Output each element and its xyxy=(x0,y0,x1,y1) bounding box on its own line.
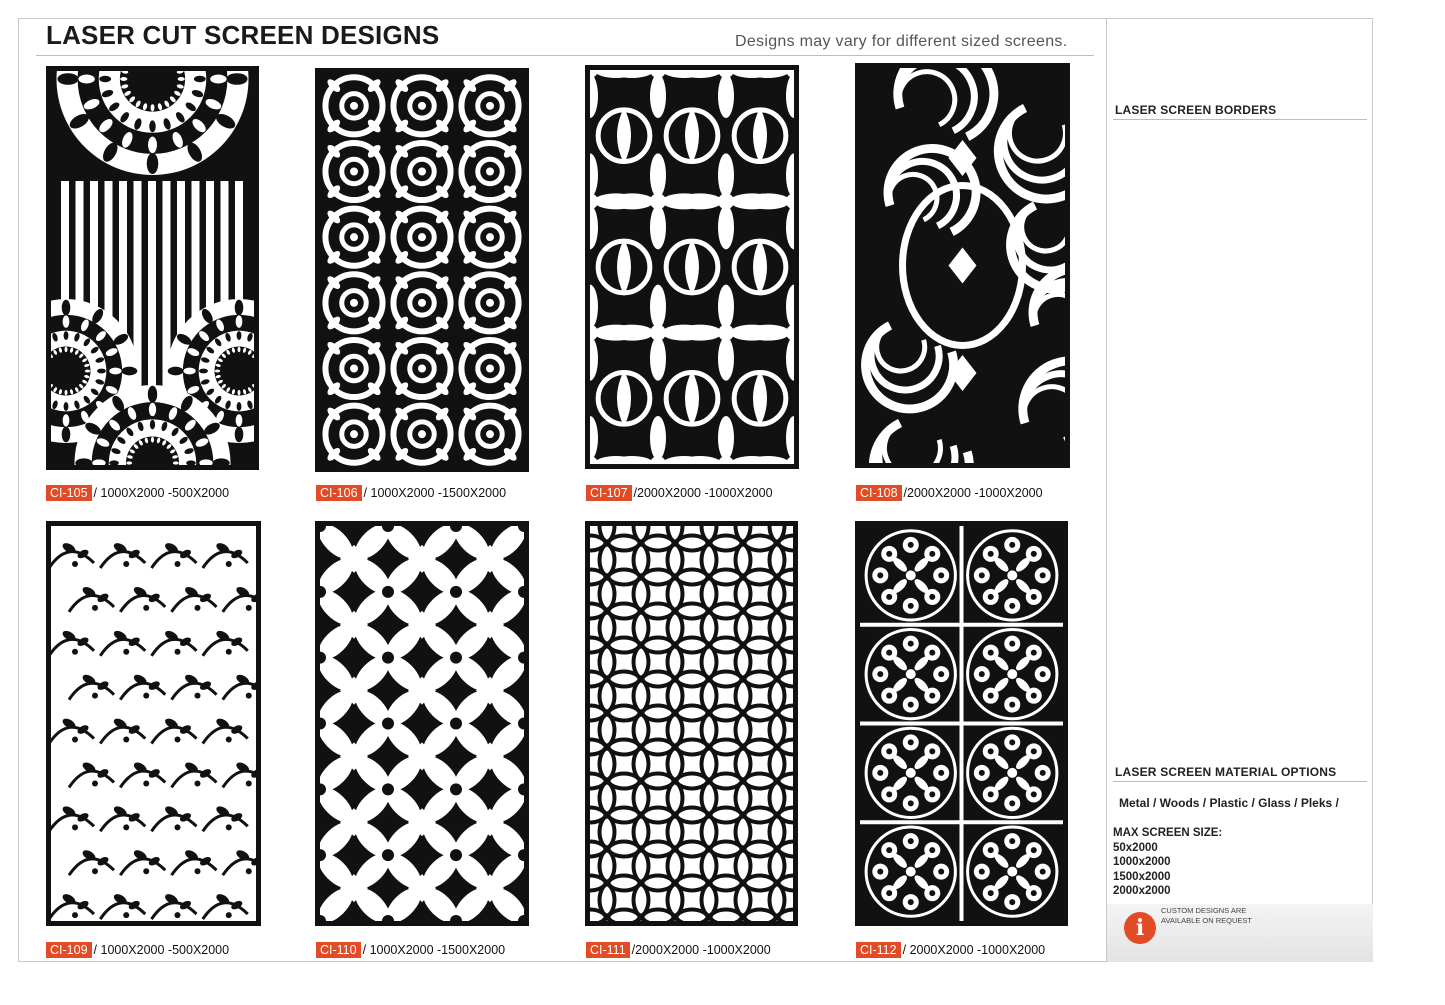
design-caption xyxy=(46,485,229,501)
design-panel-ci-105[interactable] xyxy=(46,66,259,470)
pattern-floral-vine xyxy=(51,526,256,921)
design-panel-ci-107[interactable] xyxy=(585,65,799,469)
design-sizes: 2000X2000 -1000X2000 xyxy=(635,943,771,957)
design-code-badge: CI-108 xyxy=(856,485,902,501)
caption-separator: / xyxy=(363,486,368,500)
design-caption xyxy=(856,942,1045,958)
caption-separator: / xyxy=(93,943,98,957)
design-sizes: 2000X2000 -1000X2000 xyxy=(907,486,1043,500)
design-sizes: 2000X2000 -1000X2000 xyxy=(909,943,1046,957)
design-sizes: 1000X2000 -1500X2000 xyxy=(369,943,506,957)
page-subtitle: Designs may vary for different sized screens. xyxy=(735,33,1068,50)
design-code-badge: CI-105 xyxy=(46,485,92,501)
sidebar-divider xyxy=(1106,18,1107,962)
caption-separator: / xyxy=(902,943,907,957)
pattern-medallion-tiles xyxy=(860,526,1063,921)
page-title: LASER CUT SCREEN DESIGNS xyxy=(46,20,440,50)
caption-separator: / xyxy=(633,486,638,500)
borders-heading: LASER SCREEN BORDERS xyxy=(1115,103,1277,117)
design-code-badge: CI-106 xyxy=(316,485,362,501)
caption-separator: / xyxy=(362,943,367,957)
design-sizes: 1000X2000 -1500X2000 xyxy=(370,486,507,500)
pattern-mandala-stripes xyxy=(51,71,254,465)
material-list: Metal / Woods / Plastic / Glass / Pleks / xyxy=(1119,796,1339,810)
design-panel-ci-106[interactable] xyxy=(315,68,529,472)
design-code-badge: CI-110 xyxy=(316,942,361,958)
size-option: 1500x2000 xyxy=(1113,870,1171,883)
pattern-interlocking-circles xyxy=(590,526,793,921)
caption-separator: / xyxy=(93,486,98,500)
design-sizes: 2000X2000 -1000X2000 xyxy=(637,486,773,500)
caption-separator: / xyxy=(631,943,636,957)
design-caption xyxy=(46,942,229,958)
pattern-scroll-lattice xyxy=(320,73,524,467)
info-icon: i xyxy=(1124,912,1156,944)
design-code-badge: CI-112 xyxy=(856,942,901,958)
design-caption xyxy=(316,942,505,958)
design-sizes: 1000X2000 -500X2000 xyxy=(100,486,230,500)
borders-rule xyxy=(1113,119,1367,120)
size-option: 50x2000 xyxy=(1113,841,1158,854)
design-sizes: 1000X2000 -500X2000 xyxy=(100,943,230,957)
info-line: AVAILABLE ON REQUEST xyxy=(1161,916,1252,925)
design-code-badge: CI-107 xyxy=(586,485,632,501)
design-code-badge: CI-109 xyxy=(46,942,92,958)
design-caption xyxy=(586,942,771,958)
design-panel-ci-110[interactable] xyxy=(315,521,529,926)
pattern-fleur-lattice xyxy=(590,70,794,464)
pattern-quatrefoil-petals xyxy=(320,526,524,921)
design-caption xyxy=(856,485,1043,501)
pattern-baroque-swirl xyxy=(860,68,1065,463)
title-divider xyxy=(36,55,1094,56)
size-option: 1000x2000 xyxy=(1113,856,1171,868)
material-rule xyxy=(1113,781,1367,782)
max-size-block xyxy=(1113,826,1222,899)
design-panel-ci-111[interactable] xyxy=(585,521,798,926)
info-line: CUSTOM DESIGNS ARE xyxy=(1161,906,1247,915)
design-caption xyxy=(316,485,506,501)
design-panel-ci-109[interactable] xyxy=(46,521,261,926)
design-caption xyxy=(586,485,773,501)
design-panel-ci-112[interactable] xyxy=(855,521,1068,926)
custom-designs-text xyxy=(1161,906,1252,926)
design-panel-ci-108[interactable] xyxy=(855,63,1070,468)
max-size-label: MAX SCREEN SIZE: xyxy=(1113,827,1223,839)
size-option: 2000x2000 xyxy=(1113,885,1171,897)
design-code-badge: CI-111 xyxy=(586,942,630,958)
material-heading: LASER SCREEN MATERIAL OPTIONS xyxy=(1115,765,1337,779)
caption-separator: / xyxy=(903,486,908,500)
custom-designs-note xyxy=(1107,904,1373,962)
